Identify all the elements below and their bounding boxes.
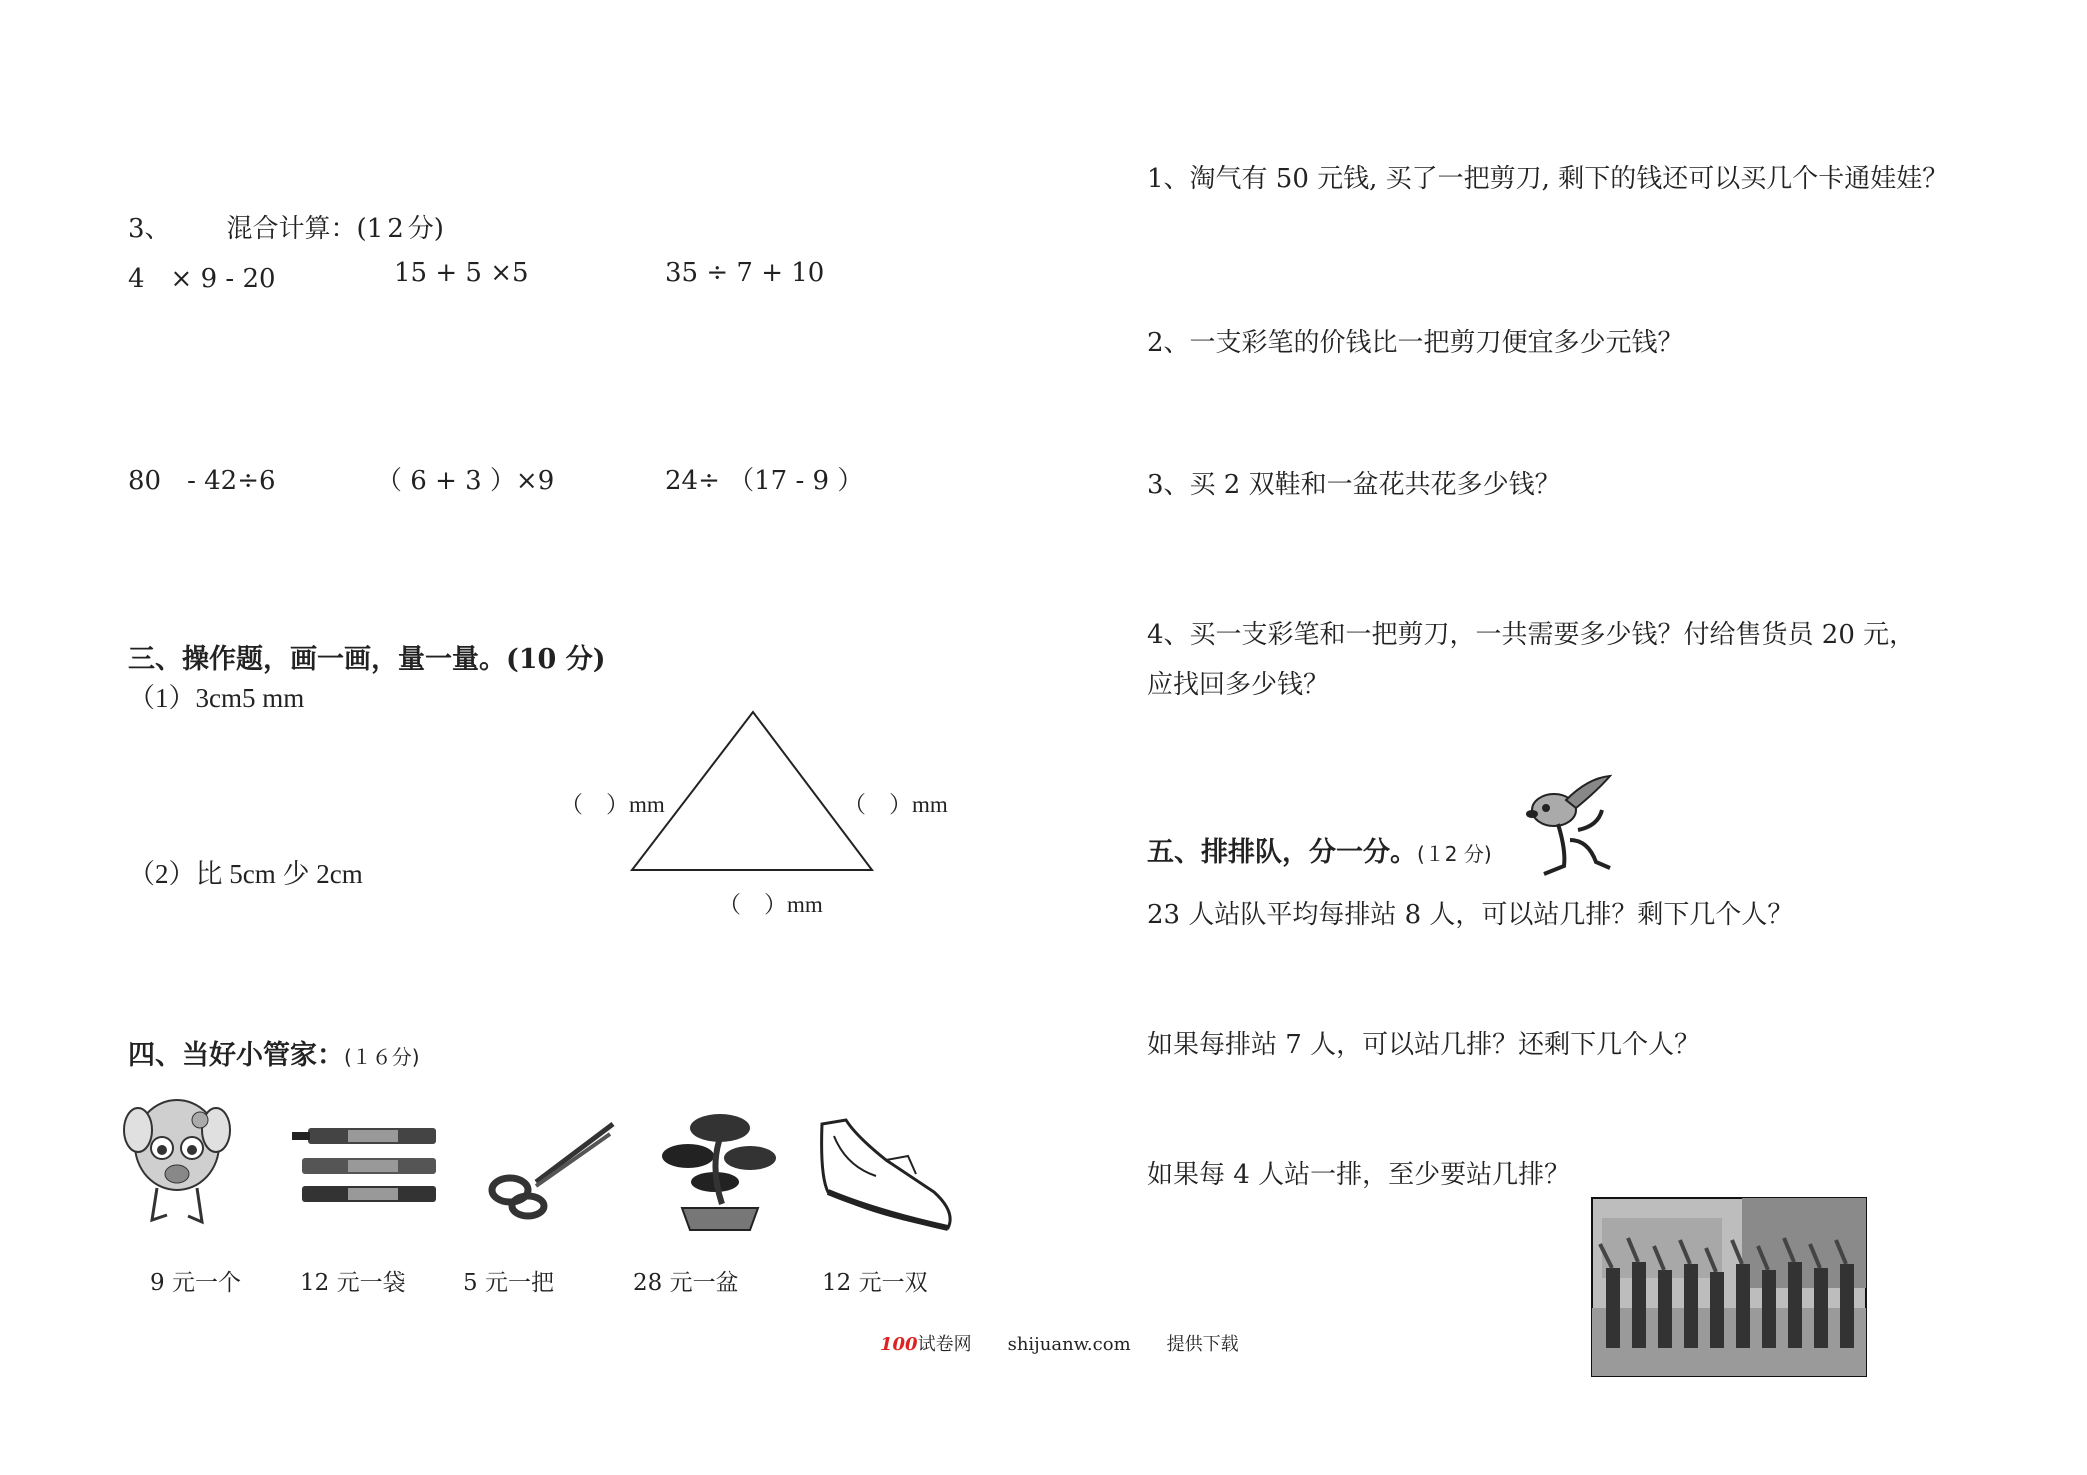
footer-provide: 提供下载 [1166, 1334, 1239, 1355]
calc-expression-5: （ 6 + 3 ）×9 [376, 466, 555, 496]
mixed-calc-score: 12 [366, 214, 408, 244]
mixed-calc-title-end: 分) [407, 214, 444, 244]
mixed-calc-title: 混合计算：( [226, 214, 367, 244]
section-3-item-2: （2）比 5cm 少 2cm [128, 859, 363, 889]
scissors-icon [488, 1120, 618, 1220]
calc-expression-1: 4 × 9 - 20 [128, 264, 276, 294]
calc-expression-6: 24÷ （17 - 9 ） [665, 466, 864, 496]
footer-logo-text: 试卷网 [917, 1334, 972, 1355]
price-label-scissors: 5 元一把 [463, 1270, 554, 1296]
mixed-calc-heading [128, 208, 444, 245]
section-5-question-3: 如果每 4 人站一排，至少要站几排？ [1147, 1160, 1571, 1190]
footer-site: shijuanw.com [1007, 1334, 1131, 1355]
question-1: 1、淘气有 50 元钱, 买了一把剪刀, 剩下的钱还可以买几个卡通娃娃？ [1147, 164, 1949, 194]
triangle-left-blank: （ ）mm [560, 792, 665, 817]
section-3-item-1: （1）3cm5 mm [128, 683, 305, 713]
question-4-line-2: 应找回多少钱？ [1147, 670, 1330, 700]
section-3-title: 三、操作题，画一画，量一量。(10 分) [128, 644, 606, 675]
price-label-bonsai: 28 元一盆 [633, 1270, 739, 1296]
question-4-line-1: 4、买一支彩笔和一把剪刀，一共需要多少钱？付给售货员 20 元， [1147, 620, 1916, 650]
price-label-doll: 9 元一个 [150, 1270, 241, 1296]
footer [880, 1330, 1239, 1356]
section-4-heading [128, 1033, 420, 1072]
dog-icon [1518, 770, 1618, 885]
shoe-icon [816, 1116, 956, 1236]
price-label-shoe: 12 元一双 [822, 1270, 928, 1296]
section-4-title: 四、当好小管家： [128, 1040, 344, 1071]
triangle-right-blank: （ ）mm [843, 792, 948, 817]
price-label-markers: 12 元一袋 [300, 1270, 406, 1296]
calc-expression-2: 15 + 5 ×5 [394, 258, 529, 288]
section-5-score: (１2 分) [1417, 842, 1492, 866]
calc-expression-4: 80 - 42÷6 [128, 466, 276, 496]
section-4-score: (１６分) [344, 1045, 420, 1069]
bonsai-icon [660, 1108, 780, 1238]
mixed-calc-number: 3、 [128, 214, 171, 244]
section-5-title: 五、排排队，分一分。 [1147, 837, 1417, 868]
group-exercise-photo [1592, 1198, 1866, 1376]
markers-icon [288, 1120, 448, 1210]
section-5-heading [1147, 830, 1492, 869]
section-5-question-2: 如果每排站 7 人，可以站几排？还剩下几个人？ [1147, 1030, 1701, 1060]
calc-expression-3: 35 ÷ 7 + 10 [665, 258, 825, 288]
question-2: 2、一支彩笔的价钱比一把剪刀便宜多少元钱？ [1147, 328, 1684, 358]
doll-icon [122, 1090, 232, 1230]
triangle-bottom-blank: （ ）mm [718, 892, 823, 917]
section-5-question-1: 23 人站队平均每排站 8 人，可以站几排？剩下几个人？ [1147, 900, 1794, 930]
question-3: 3、买 2 双鞋和一盆花共花多少钱？ [1147, 470, 1561, 500]
footer-logo-number: 100 [880, 1334, 918, 1355]
